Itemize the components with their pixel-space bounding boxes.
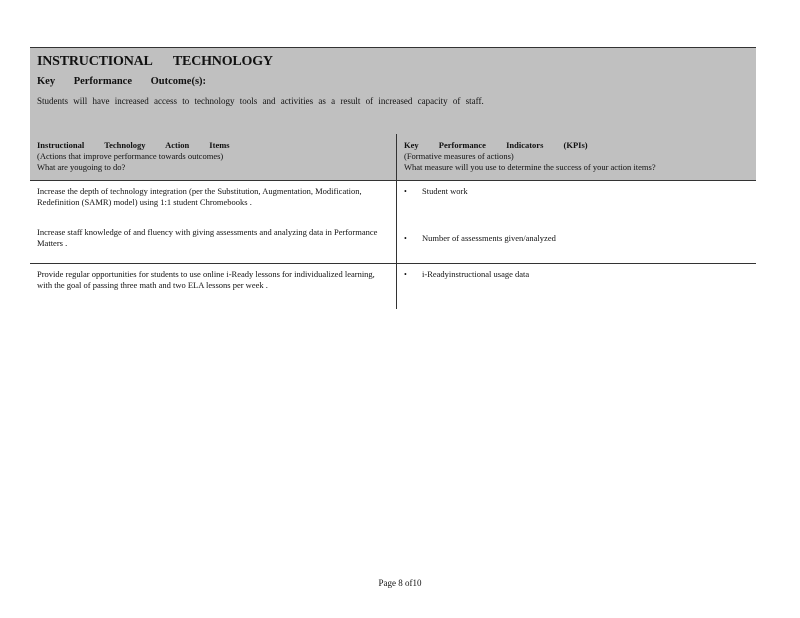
left-column-subtitle: (Actions that improve performance towards outcomes) (37, 151, 224, 161)
indicator-item (404, 233, 749, 244)
page-number: Page 8 of10 (378, 578, 422, 588)
right-column-subtitle: (Formative measures of actions) (404, 151, 514, 161)
right-column-header (396, 134, 756, 180)
indicator-text: Number of assessments given/analyzed (422, 233, 556, 243)
indicator-text: Student work (422, 186, 468, 196)
indicator-item (404, 186, 749, 197)
actions-cell (30, 181, 396, 263)
action-item: Provide regular opportunities for students to use online i-Ready lessons for individualized learning, with the goal of passing three math and two ELA lessons per week . (37, 269, 375, 290)
kpi-table (30, 47, 756, 309)
bullet-icon: • (404, 187, 407, 196)
kpo-label: Key Performance Outcome(s): (37, 76, 207, 87)
action-item: Increase the depth of technology integration (per the Substitution, Augmentation, Modification, Redefinition (SAMR) model) using 1:1 student Chromebooks . (37, 186, 362, 207)
right-column-question: What measure will you use to determine the success of your action items? (404, 162, 656, 172)
bullet-icon: • (404, 270, 407, 279)
kpo-text: Students will have increased access to technology tools and activities as a result of increased capacity of staff. (37, 96, 484, 106)
indicator-item (404, 269, 749, 280)
right-column-title: Key Performance Indicators (KPIs) (404, 140, 588, 150)
section-title: INSTRUCTIONAL TECHNOLOGY (37, 54, 273, 69)
bullet-icon: • (404, 234, 407, 243)
left-column-header (30, 134, 396, 180)
actions-cell (30, 264, 396, 309)
section-header (30, 47, 756, 134)
table-row (30, 181, 756, 264)
left-column-title: Instructional Technology Action Items (37, 140, 230, 150)
left-column-question: What are yougoing to do? (37, 162, 126, 172)
column-headers (30, 134, 756, 181)
indicators-cell (396, 264, 756, 309)
indicator-text: i-Readyinstructional usage data (422, 269, 530, 279)
table-row (30, 264, 756, 309)
indicators-cell (396, 181, 756, 263)
action-item: Increase staff knowledge of and fluency with giving assessments and analyzing data in Performance Matters . (37, 227, 378, 248)
